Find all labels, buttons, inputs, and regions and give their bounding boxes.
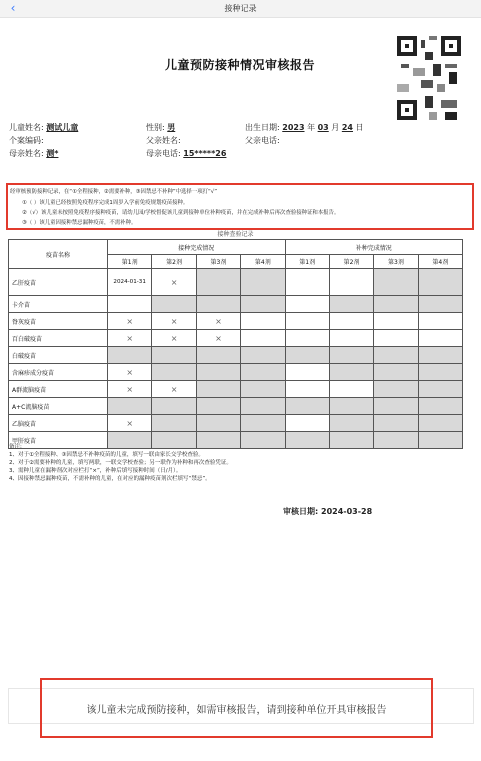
table-row	[9, 313, 463, 330]
grey-cell	[241, 432, 285, 449]
grey-cell	[418, 347, 462, 364]
dose-header: 第4剂	[241, 255, 285, 269]
grey-cell	[196, 269, 240, 296]
grey-cell	[374, 347, 418, 364]
mother-phone-label: 母亲电话:	[146, 149, 181, 158]
grey-cell	[329, 296, 373, 313]
dose-header: 第2剂	[329, 255, 373, 269]
supplement-cell	[418, 313, 462, 330]
notice-option-1: ①（ ）该儿童已经按照免疫程序完成1周岁入学前免疫规划疫苗接种。	[22, 200, 189, 206]
note-item: 1、对于①全程接种、③因禁忌不补种疫苗的儿童，填写一联由家长交学校查验。	[9, 452, 204, 458]
grey-cell	[241, 364, 285, 381]
month-unit: 月	[331, 123, 340, 132]
missed-dose-mark: ×	[108, 381, 152, 398]
audit-date-label: 审核日期:	[283, 507, 319, 516]
dose-cell	[241, 313, 285, 330]
vaccine-name: 乙脑疫苗	[9, 415, 108, 432]
grey-cell	[152, 415, 196, 432]
dose-header: 第2剂	[152, 255, 196, 269]
grey-cell	[374, 398, 418, 415]
nav-bar	[0, 0, 481, 18]
back-chevron-icon[interactable]: ‹	[10, 1, 16, 15]
supplement-cell	[285, 313, 329, 330]
gender-label: 性别:	[146, 123, 165, 132]
grey-cell	[418, 415, 462, 432]
grey-cell	[418, 364, 462, 381]
dose-header: 第1剂	[108, 255, 152, 269]
grey-cell	[418, 296, 462, 313]
supplement-cell	[285, 269, 329, 296]
birth-year: 2023	[282, 123, 305, 132]
grey-cell	[285, 398, 329, 415]
missed-dose-mark: ×	[152, 313, 196, 330]
grey-cell	[374, 432, 418, 449]
vaccine-name: 百白破疫苗	[9, 330, 108, 347]
supplement-cell	[418, 330, 462, 347]
missed-dose-mark: ×	[152, 269, 196, 296]
missed-dose-mark: ×	[196, 330, 240, 347]
grey-cell	[374, 381, 418, 398]
father-name-label: 父亲姓名:	[146, 136, 181, 145]
dose-date: 2024-01-31	[108, 269, 152, 296]
vaccine-name: 乙肝疫苗	[9, 269, 108, 296]
grey-cell	[285, 347, 329, 364]
grey-cell	[241, 296, 285, 313]
mother-phone-field	[146, 148, 226, 159]
grey-cell	[108, 347, 152, 364]
gender-value: 男	[167, 123, 176, 132]
supplement-cell	[285, 364, 329, 381]
vaccine-name: 甲肝疫苗	[9, 432, 108, 449]
vaccine-name: 含麻疹成分疫苗	[9, 364, 108, 381]
supplement-cell	[374, 330, 418, 347]
table-row	[9, 269, 463, 296]
table-caption: 接种查验记录	[217, 231, 254, 238]
child-name-label: 儿童姓名:	[9, 123, 44, 132]
notes-section	[9, 443, 232, 483]
table-row	[9, 415, 463, 432]
supplement-cell	[285, 330, 329, 347]
vaccine-name: A+C流脑疫苗	[9, 398, 108, 415]
grey-cell	[418, 432, 462, 449]
notice-option-2: ②（√）该儿童未按照免疫程序接种疫苗，请幼儿园/学校督促该儿童到接种单位补种疫苗，并在完成补种后再次查验接种证和本报告。	[22, 210, 340, 216]
missed-dose-mark: ×	[196, 313, 240, 330]
grey-cell	[418, 269, 462, 296]
child-name-field	[9, 122, 78, 133]
table-row	[9, 398, 463, 415]
grey-cell	[329, 415, 373, 432]
grey-cell	[374, 415, 418, 432]
vaccine-name: A群流脑疫苗	[9, 381, 108, 398]
grey-cell	[152, 398, 196, 415]
grey-cell	[196, 296, 240, 313]
year-unit: 年	[307, 123, 316, 132]
incomplete-vaccination-message: 该儿童未完成预防接种，如需审核报告，请到接种单位开具审核报告	[86, 705, 387, 716]
qr-code-icon	[397, 36, 461, 120]
grey-cell	[196, 398, 240, 415]
grey-cell	[329, 432, 373, 449]
grey-cell	[418, 381, 462, 398]
grey-cell	[329, 364, 373, 381]
grey-cell	[329, 398, 373, 415]
note-item: 3、需种儿童在漏种剂次对应栏打“×”，补种后填写接种时间（日/月）。	[9, 468, 182, 474]
grey-cell	[241, 415, 285, 432]
grey-cell	[241, 347, 285, 364]
grey-cell	[374, 296, 418, 313]
missed-dose-mark: ×	[108, 415, 152, 432]
supplement-cell	[329, 313, 373, 330]
birth-month: 03	[317, 123, 329, 132]
mother-name-field	[9, 148, 58, 159]
supplement-cell	[329, 381, 373, 398]
vaccine-name-header: 疫苗名称	[9, 240, 108, 269]
grey-cell	[152, 364, 196, 381]
note-item: 4、因接种禁忌漏种疫苗，不需补种的儿童，在对应的漏种疫苗剂次栏填写“禁忌”。	[9, 476, 211, 482]
missed-dose-mark: ×	[108, 313, 152, 330]
grey-cell	[285, 432, 329, 449]
table-row	[9, 330, 463, 347]
supplement-cell	[329, 330, 373, 347]
father-phone-label: 父亲电话:	[245, 136, 280, 145]
missed-dose-mark: ×	[108, 364, 152, 381]
dose-header: 第3剂	[196, 255, 240, 269]
table-row	[9, 381, 463, 398]
vaccine-name: 卡介苗	[9, 296, 108, 313]
missed-dose-mark: ×	[152, 330, 196, 347]
report-title: 儿童预防接种情况审核报告	[164, 58, 315, 72]
missed-dose-mark: ×	[108, 330, 152, 347]
dose-cell	[108, 296, 152, 313]
supplement-cell	[374, 313, 418, 330]
gender-field	[146, 122, 175, 133]
notice-option-3: ③（ ）该儿童因接种禁忌漏种疫苗，不需补种。	[22, 220, 137, 226]
grey-cell	[152, 347, 196, 364]
grey-cell	[418, 398, 462, 415]
birth-date-field	[245, 122, 364, 133]
grey-cell	[196, 415, 240, 432]
grey-cell	[196, 381, 240, 398]
grey-cell	[196, 347, 240, 364]
table-row	[9, 347, 463, 364]
grey-cell	[329, 347, 373, 364]
dose-header: 第4剂	[418, 255, 462, 269]
birth-date-label: 出生日期:	[245, 123, 280, 132]
grey-cell	[241, 269, 285, 296]
vaccine-name: 白破疫苗	[9, 347, 108, 364]
grey-cell	[241, 398, 285, 415]
mother-name-value: 测*	[46, 149, 59, 158]
mother-name-label: 母亲姓名:	[9, 149, 44, 158]
completed-header: 接种完成情况	[108, 240, 286, 255]
audit-date-value: 2024-03-28	[321, 507, 373, 516]
supplement-cell	[285, 415, 329, 432]
note-item: 2、对于②需要补种的儿童，填写两联，一联交学校查验；另一联作为补种和再次查验凭证。	[9, 460, 232, 466]
vaccination-table	[8, 231, 463, 449]
supplement-cell	[285, 296, 329, 313]
notes-title: 备注:	[9, 444, 22, 450]
grey-cell	[374, 269, 418, 296]
dose-header: 第1剂	[285, 255, 329, 269]
day-unit: 日	[355, 123, 364, 132]
dose-header: 第3剂	[374, 255, 418, 269]
grey-cell	[196, 364, 240, 381]
vaccine-name: 脊灰疫苗	[9, 313, 108, 330]
missed-dose-mark: ×	[152, 381, 196, 398]
audit-date	[283, 506, 372, 517]
page-title: 接种记录	[224, 4, 257, 13]
table-row	[9, 296, 463, 313]
supplement-cell	[285, 381, 329, 398]
grey-cell	[152, 296, 196, 313]
supplement-header: 补种完成情况	[285, 240, 463, 255]
dose-cell	[241, 330, 285, 347]
grey-cell	[374, 364, 418, 381]
supplement-cell	[329, 269, 373, 296]
notice-intro: 经审核预防接种记录，在“①全程接种，②需要补种，③因禁忌不补种”中选择一项打“√”	[10, 189, 217, 195]
child-name-value: 测试儿童	[46, 123, 79, 132]
birth-day: 24	[341, 123, 353, 132]
personal-id-label: 个案编码:	[9, 136, 44, 145]
mother-phone-value: 15*****26	[183, 149, 227, 158]
grey-cell	[241, 381, 285, 398]
table-row	[9, 364, 463, 381]
grey-cell	[108, 398, 152, 415]
